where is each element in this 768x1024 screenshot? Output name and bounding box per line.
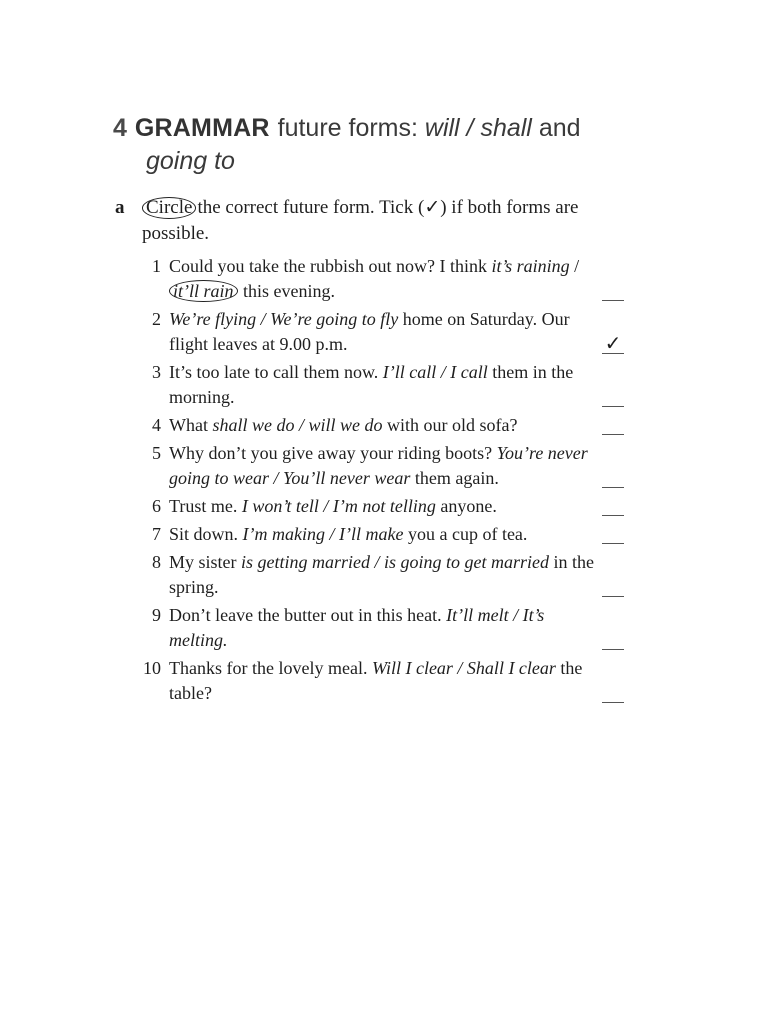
answer-blank[interactable] bbox=[602, 406, 624, 407]
item-text bbox=[169, 524, 527, 544]
answer-blank[interactable] bbox=[602, 702, 624, 703]
option-text: I won’t tell / I’m not telling bbox=[241, 496, 436, 516]
sentence-text: them in the morning. bbox=[169, 362, 574, 407]
option-text: I’m making / I’ll make bbox=[242, 524, 404, 544]
sentence-text: Trust me. bbox=[169, 496, 242, 516]
answer-blank[interactable] bbox=[602, 515, 624, 516]
section-title-and: and bbox=[531, 114, 581, 142]
exercise-item bbox=[0, 307, 622, 357]
option-text: Will I clear / Shall I clear bbox=[371, 658, 556, 678]
circled-answer: it’ll rain bbox=[169, 280, 238, 302]
option-text: It’ll melt / It’s melting. bbox=[169, 605, 545, 650]
answer-blank[interactable] bbox=[602, 543, 624, 544]
item-text bbox=[169, 256, 579, 301]
exercise-item bbox=[0, 360, 599, 410]
section-number: 4 bbox=[113, 114, 127, 142]
item-text bbox=[169, 605, 544, 650]
item-number: 1 bbox=[152, 256, 161, 276]
answer-blank[interactable] bbox=[602, 649, 624, 650]
exercise-item bbox=[0, 550, 599, 600]
item-number: 4 bbox=[152, 415, 161, 435]
instruction-text: the correct future form. Tick (✓) if both forms are possible. bbox=[142, 197, 579, 244]
sentence-text: Thanks for the lovely meal. bbox=[169, 658, 372, 678]
sentence-text: Could you take the rubbish out now? I think bbox=[169, 256, 492, 276]
sentence-text: It’s too late to call them now. bbox=[169, 362, 383, 382]
sentence-text: / bbox=[569, 256, 580, 276]
exercise-letter: a bbox=[115, 197, 125, 218]
option-text: it’s raining bbox=[491, 256, 570, 276]
section-title-will-shall: will / shall bbox=[424, 114, 532, 142]
exercise-items bbox=[0, 254, 768, 709]
section-title-line2: going to bbox=[146, 147, 235, 175]
sentence-text: What bbox=[169, 415, 213, 435]
sentence-text: them again. bbox=[410, 468, 499, 488]
sentence-text: My sister bbox=[169, 552, 241, 572]
section-heading bbox=[113, 112, 653, 178]
exercise-item bbox=[0, 413, 599, 438]
item-text bbox=[169, 658, 582, 703]
exercise-item bbox=[0, 441, 599, 491]
item-text bbox=[169, 496, 497, 516]
item-text bbox=[169, 415, 517, 435]
sentence-text: the table? bbox=[169, 658, 583, 703]
sentence-text: home on Saturday. Our flight leaves at 9.00 p.m. bbox=[169, 309, 570, 354]
exercise-item bbox=[0, 522, 599, 547]
exercise-item bbox=[0, 254, 599, 304]
circle-word: Circle bbox=[142, 197, 196, 219]
option-text: shall we do / will we do bbox=[212, 415, 383, 435]
item-text bbox=[169, 309, 570, 354]
answer-blank[interactable] bbox=[602, 487, 624, 488]
option-text: is getting married / is going to get married bbox=[241, 552, 549, 572]
answer-blank[interactable] bbox=[602, 596, 624, 597]
item-text bbox=[169, 362, 573, 407]
item-number: 7 bbox=[152, 524, 161, 544]
item-number: 3 bbox=[152, 362, 161, 382]
answer-blank[interactable] bbox=[602, 434, 624, 435]
item-text bbox=[169, 443, 588, 488]
exercise-item bbox=[0, 656, 599, 706]
item-number: 9 bbox=[152, 605, 161, 625]
item-number: 6 bbox=[152, 496, 161, 516]
sentence-text: anyone. bbox=[435, 496, 497, 516]
exercise-item bbox=[0, 494, 599, 519]
sentence-text: you a cup of tea. bbox=[403, 524, 528, 544]
sentence-text: this evening. bbox=[238, 281, 336, 301]
sentence-text: Sit down. bbox=[169, 524, 243, 544]
item-number: 2 bbox=[152, 309, 161, 329]
option-text: We’re flying / We’re going to fly bbox=[169, 309, 399, 329]
answer-blank[interactable] bbox=[602, 300, 624, 301]
sentence-text: Don’t leave the butter out in this heat. bbox=[169, 605, 447, 625]
sentence-text: Why don’t you give away your riding boots? bbox=[169, 443, 497, 463]
sentence-text: with our old sofa? bbox=[382, 415, 518, 435]
item-number: 10 bbox=[143, 658, 161, 678]
section-title-part1: future forms: bbox=[277, 114, 425, 142]
answer-blank[interactable]: ✓ bbox=[602, 333, 624, 354]
exercise-instruction bbox=[115, 195, 635, 247]
item-number: 5 bbox=[152, 443, 161, 463]
sentence-text: in the spring. bbox=[169, 552, 594, 597]
item-text bbox=[169, 552, 594, 597]
exercise-item bbox=[0, 603, 599, 653]
section-keyword: GRAMMAR bbox=[134, 114, 270, 142]
option-text: You’re never going to wear / You’ll never wear bbox=[169, 443, 588, 488]
item-number: 8 bbox=[152, 552, 161, 572]
option-text: I’ll call / I call bbox=[382, 362, 488, 382]
